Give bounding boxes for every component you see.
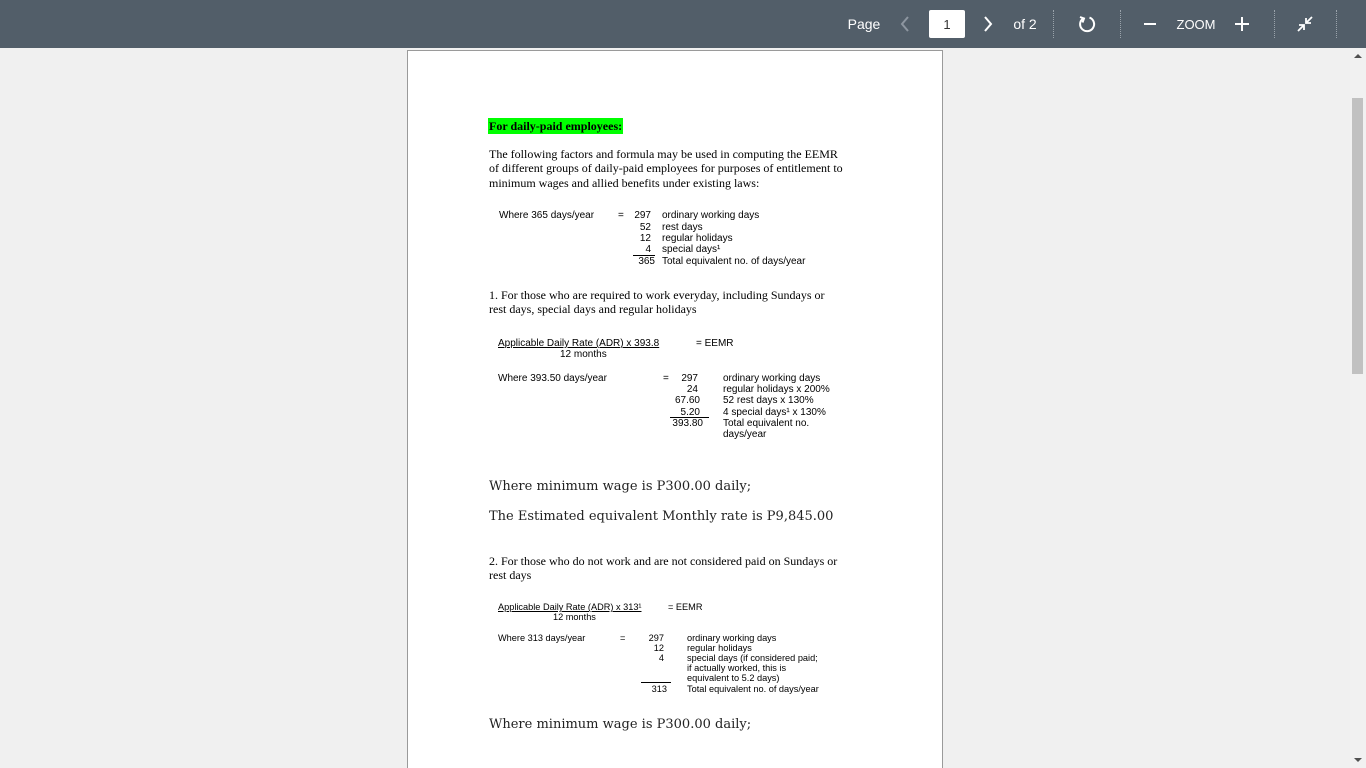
factor-description: if actually worked, this is (687, 663, 787, 673)
exit-fullscreen-button[interactable] (1294, 0, 1316, 48)
factor-number: 24 (686, 384, 698, 395)
equals-sign: = (663, 373, 669, 384)
rotate-icon (1077, 14, 1097, 34)
zoom-label: ZOOM (1176, 16, 1216, 32)
toolbar-divider (1274, 10, 1275, 38)
scroll-up-arrow-icon[interactable] (1354, 54, 1362, 58)
scrollbar-thumb[interactable] (1352, 98, 1363, 374)
intro-line: of different groups of daily-paid employees for purposes of entitlement to (489, 161, 843, 175)
factor-number: 4 (658, 653, 664, 663)
section-heading: For daily-paid employees: (489, 119, 623, 133)
toolbar-divider (1120, 10, 1121, 38)
section-1-text: 1. For those who are required to work everyday, including Sundays or (489, 288, 825, 302)
factor-number: 52 (639, 222, 651, 233)
formula-result: = EEMR (668, 602, 703, 612)
chevron-right-icon (983, 16, 993, 32)
factor-total: 393.80 (672, 418, 703, 429)
factor-total: 365 (638, 256, 655, 267)
vertical-scrollbar[interactable] (1350, 48, 1366, 768)
minus-icon (1143, 17, 1157, 31)
factor-description: regular holidays (662, 233, 733, 244)
factor-description: special days¹ (662, 244, 721, 255)
factor-number: 12 (639, 233, 651, 244)
formula-numerator: Applicable Daily Rate (ADR) x 393.8 (498, 338, 660, 349)
factor-description: rest days (662, 222, 703, 233)
factor-number: 67.60 (674, 395, 700, 406)
factor-description: regular holidays x 200% (723, 384, 830, 395)
equals-sign: = (618, 210, 624, 221)
minimum-wage-note: Where minimum wage is P300.00 daily; (489, 717, 752, 732)
factor-description: ordinary working days (723, 373, 821, 384)
zoom-out-button[interactable] (1140, 0, 1160, 48)
section-2-text: rest days (489, 568, 532, 582)
zoom-in-button[interactable] (1232, 0, 1252, 48)
equals-sign: = (620, 633, 626, 643)
rotate-button[interactable] (1075, 0, 1099, 48)
intro-line: The following factors and formula may be used in computing the EEMR (489, 147, 838, 161)
formula-denominator: 12 months (560, 349, 607, 360)
page-number-input[interactable] (929, 10, 965, 38)
collapse-icon (1296, 15, 1314, 33)
factor-description: equivalent to 5.2 days) (687, 673, 780, 683)
pdf-page (407, 50, 943, 768)
document-viewer[interactable] (0, 48, 1350, 768)
factor-description: Total equivalent no. of days/year (662, 256, 806, 267)
factor-description: special days (if considered paid; (687, 653, 818, 663)
toolbar-divider (1336, 10, 1337, 38)
factor-description: Total equivalent no. of days/year (687, 684, 819, 694)
factor-number: 297 (681, 373, 698, 384)
factor-description: ordinary working days (687, 633, 777, 643)
days-label: Where 313 days/year (498, 633, 586, 643)
chevron-left-icon (900, 16, 910, 32)
factor-description: 52 rest days x 130% (723, 395, 814, 406)
factor-number: 4 (645, 244, 651, 255)
factor-description: ordinary working days (662, 210, 760, 221)
page-count: of 2 (1013, 16, 1037, 32)
previous-page-button[interactable] (895, 0, 915, 48)
pdf-toolbar (0, 0, 1366, 48)
section-2-text: 2. For those who do not work and are not considered paid on Sundays or (489, 554, 838, 568)
days-label: Where 393.50 days/year (498, 373, 607, 384)
monthly-rate-note: The Estimated equivalent Monthly rate is P9,845.00 (489, 509, 834, 524)
toolbar-divider (1053, 10, 1054, 38)
factor-description: 4 special days¹ x 130% (723, 407, 826, 418)
minimum-wage-note: Where minimum wage is P300.00 daily; (489, 479, 752, 494)
factor-number: 297 (648, 633, 664, 643)
factor-number: 297 (634, 210, 651, 221)
formula-denominator: 12 months (553, 612, 596, 622)
factor-number: 5.20 (680, 407, 700, 418)
sum-rule (641, 682, 671, 683)
intro-line: minimum wages and allied benefits under existing laws: (489, 176, 760, 190)
formula-result: = EEMR (696, 338, 734, 349)
page-label: Page (847, 16, 881, 32)
factor-description: Total equivalent no. (723, 418, 810, 429)
scroll-down-arrow-icon[interactable] (1354, 758, 1362, 762)
section-1-text: rest days, special days and regular holidays (489, 302, 697, 316)
factor-description: regular holidays (687, 643, 752, 653)
days-label: Where 365 days/year (499, 210, 595, 221)
factor-description: days/year (723, 429, 767, 440)
next-page-button[interactable] (978, 0, 998, 48)
factor-number: 12 (653, 643, 664, 653)
factor-total: 313 (651, 684, 667, 694)
plus-icon (1234, 16, 1250, 32)
formula-numerator: Applicable Daily Rate (ADR) x 313¹ (498, 602, 642, 612)
